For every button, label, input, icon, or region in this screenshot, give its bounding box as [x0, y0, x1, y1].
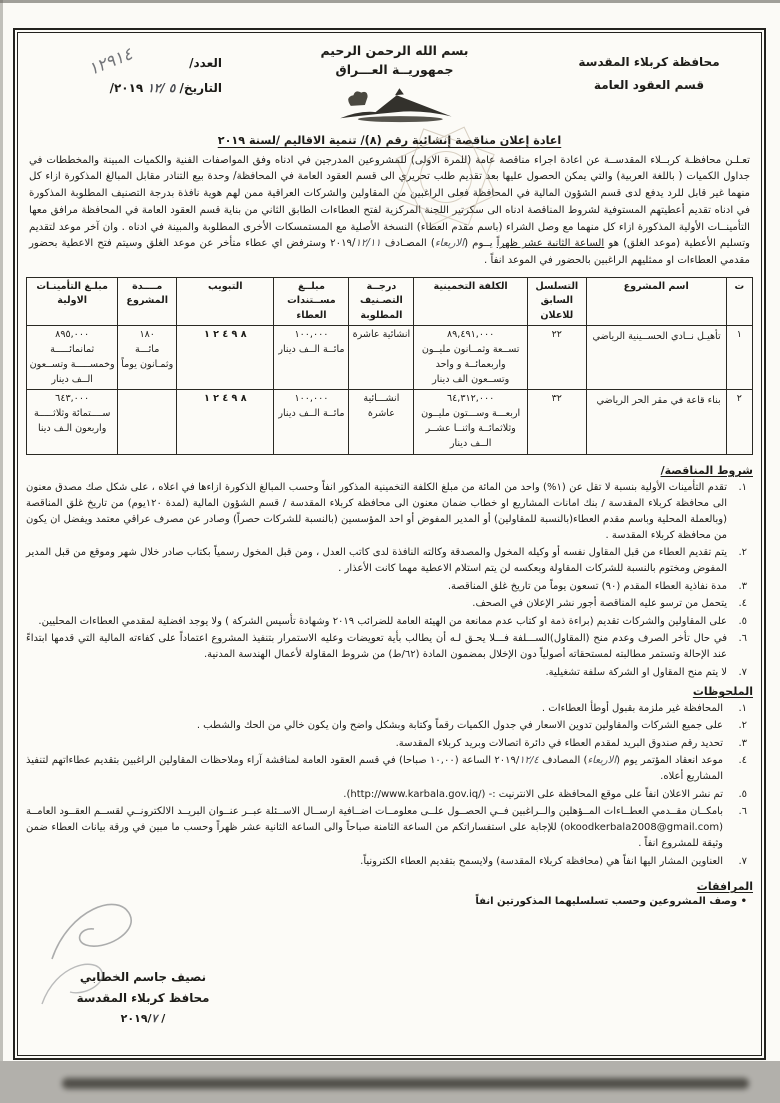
note-item-1 — [26, 701, 753, 717]
row1-docs-number: ١٠٠,٠٠٠ — [294, 328, 329, 340]
note-item-5 — [26, 787, 753, 803]
condition-6-text: في حال تأخر الصرف وعدم منح (المقاول)الســـلفة فـــلا يحـق لـه أن يطالب بأية تعويضات وعليه الاستمرار بتنفيذ المشروع اعتماداً على كفاءته المالية التي قدمها ابتداءً عند الإحالة وتستمر مطالبته لمستحقاته أصولياً دون الإخلال بمضمون المادة (٦٢/ط) من شروط المقاولة لأعمال الهندسة المدنية. — [26, 633, 727, 661]
note-4-text-2: ) المصادف — [542, 755, 588, 767]
conditions-heading: شروط المناقصة/ — [660, 463, 753, 477]
issuing-authority — [549, 51, 749, 97]
note-3-text: تحديد رقم صندوق البريد لمقدم العطاء في دائرة اتصالات وبريد كربلاء المقدسة. — [395, 737, 723, 749]
row1-previous-serial: ٢٢ — [527, 325, 586, 389]
row1-duration-number: ١٨٠ — [139, 328, 155, 340]
row2-project-duration — [118, 390, 177, 454]
condition-3-number: ٣. — [738, 580, 747, 592]
row1-initial-bond — [27, 325, 118, 389]
doc-date-handwritten-day-month: ٥ /١٢ — [147, 81, 176, 96]
country-name: جمهوريــة العـــراق — [335, 62, 454, 78]
conditions-list — [26, 480, 753, 681]
col-header-project-duration: مــــدة المشروع — [118, 277, 177, 325]
condition-item-5 — [26, 614, 753, 630]
condition-4-text: يتحمل من ترسو عليه المناقصة أجور نشر الإعلان في الصحف. — [472, 598, 727, 610]
document-content-area — [17, 32, 762, 1056]
governorate-website-url: (http://www.karbala.gov.iq/) — [346, 788, 486, 800]
note-1-number: ١. — [738, 702, 747, 714]
note-item-3 — [26, 736, 753, 752]
note-2-text: على جميع الشركات والمقاولين تدوين الاسعار في جدول الكميات رقماً وكتابة وبشكل واضح وان يكون خالي من الحك والشطب . — [196, 720, 723, 732]
signature-date-handwritten: ٧ — [151, 1012, 158, 1026]
governor-signature-block — [48, 967, 238, 1029]
doc-date-printed-year: /٢٠١٩ — [109, 81, 144, 96]
condition-item-7 — [26, 665, 753, 681]
closing-day-handwritten: الاربعاء — [434, 238, 465, 250]
condition-3-text: مدة نفاذية العطاء المقدم (٩٠) تسعون يوماً من تاريخ غلق المناقصة. — [447, 580, 727, 592]
col-header-no: ت — [726, 277, 752, 325]
condition-1-number: ١. — [738, 481, 747, 493]
note-5-period: . — [343, 788, 347, 800]
row2-initial-bond — [27, 390, 118, 454]
conference-date-day-month-handwritten: ١٢/٤ — [519, 755, 539, 767]
condition-item-6 — [26, 631, 753, 663]
projects-table — [26, 277, 753, 455]
condition-item-1 — [26, 480, 753, 544]
attachments-heading: المرافقات — [696, 879, 753, 893]
closing-date — [330, 236, 381, 253]
note-5-number: ٥. — [738, 788, 747, 800]
org-department: قسم العقود العامة — [593, 77, 705, 92]
row1-classification-code: ٨ ٩ ٤ ٢ ١ — [177, 325, 274, 389]
contracts-department-email: (okoodkerbala2008@gmail.com) — [560, 822, 723, 834]
governor-title: محافظ كربلاء المقدسة — [76, 990, 210, 1005]
note-2-number: ٢. — [738, 720, 747, 732]
bullet-icon: • — [740, 895, 747, 907]
condition-7-number: ٧. — [738, 666, 747, 678]
signature-date — [121, 1009, 166, 1029]
table-row-project-2 — [27, 390, 753, 454]
row2-classification-grade: انشـــائية عاشرة — [349, 390, 414, 454]
row1-classification-grade: انشائية عاشرة — [349, 325, 414, 389]
row1-bond-words: ثمانمائـــــة وخمســـــة وتســعون الــف دينار — [29, 343, 115, 385]
conference-date — [494, 753, 538, 769]
intro-text-3: ) المصـادف — [384, 238, 435, 250]
intro-text-2: يــوم ( — [464, 238, 493, 250]
row2-docs-number: ١٠٠,٠٠٠ — [294, 393, 329, 405]
row1-cost-words: تســعة وثمــانون مليــون واربعمائــة و واحد وتســعون الف دينار — [421, 343, 520, 385]
scan-bottom-margin — [0, 1061, 780, 1103]
condition-7-text: لا يتم منح المقاول او الشركة سلفة تشغيلية. — [545, 666, 727, 678]
pen-signature-squiggle — [34, 889, 184, 979]
row1-project-duration — [118, 325, 177, 389]
tender-intro-paragraph — [26, 153, 753, 270]
condition-2-text: يتم تقديم العطاء من قبل المقاول نفسه أو وكيله المخول والمصدقة وكالته النافذة لدى كاتب العدل ، ومن قبل المخول رسمياً بكتاب صادر خلال شهر وموقع من قبل المدير المفوض ومختوم بالنسبة للشركات المقاولة وبعكسه لن يتم استلام الاعطية مهما كانت الأعذار . — [26, 547, 727, 575]
row2-docs-words: مائــة الــف دينار — [278, 408, 345, 420]
row2-previous-serial: ٣٢ — [527, 390, 586, 454]
note-7-number: ٧. — [738, 855, 747, 867]
col-header-classification-code: التبويب — [177, 277, 274, 325]
intro-closing-time-underlined: الساعة الثانية عشر ظهراً — [496, 238, 605, 250]
row2-bond-number: ٦٤٣,٠٠٠ — [55, 393, 90, 405]
row1-bond-number: ٨٩٥,٠٠٠ — [55, 328, 90, 340]
row1-no: ١ — [726, 325, 752, 389]
intro-text-1: تعـلـن محافظـة كربــلاء المقدســة عن اعادة اجراء مناقصة عامة (للمرة الاولى) للمشروعين المدرجين في ادناه وفق المواصفات الفنية والكميات المبينة والمخططات في جداول الكميات ( باللغة العربية) والتي يمكن الحصول عليها بعد تقديم طلب تحريري الى قسم العقود العامة في المحافظة/ وحدة بيع التنادر مقابل المبالغ المذكورة ازاء كل منهما غير قابل للرد يدفع لدى قسم الشؤون المالية في المحافظة فعلى الراغبين من المقاولين والشركات العراقية ممن لهم هوية نافذة بدرجة التصنيف المطلوبة المذكورة في ادناه تقديم أعطيتهم المستوفية لشروط المناقصة ادناه الى سكرتير اللجنة المركزية لفتح العطاءات الطابق الثاني من بناية قسم العقود العامة في المحافظة مرافق معها التأمينــات الأولية المذكورة ازاء كل منهما مع وصل الشراء (باسم مقدم العطاء) النسخة الأصلية مع المستمسكات الأخرى المطلوبة والمبينة في ادناه . وان آخر موعد لتقديم وتسليم الأعطية (موعد الغلق) هو — [29, 154, 750, 250]
notes-section — [26, 685, 753, 870]
closing-date-year: ٢٠١٩/ — [330, 238, 356, 250]
doc-date-label: التاريخ/ — [179, 81, 222, 96]
intro-text-4: وسترفض اي عطاء متأخر عن موعد الغلق وسيتم فتح الاعطية بحضور مقدمي العطاءات او ممثليهم الراغبين بالحضور في الموعد انفاً . — [29, 238, 750, 267]
col-header-previous-serial: التسلسل السابق للاعلان — [527, 277, 586, 325]
condition-6-number: ٦. — [738, 633, 747, 645]
signature-date-slash: / — [157, 1012, 166, 1026]
row1-cost-number: ٨٩,٤٩١,٠٠٠ — [446, 328, 495, 340]
col-header-project-name: اسم المشروع — [586, 277, 726, 325]
scan-top-edge-artifact — [0, 0, 780, 3]
note-4-text-1: موعد انعقاد المؤتمر يوم ( — [616, 755, 723, 767]
condition-item-4 — [26, 596, 753, 612]
note-5-text: تم نشر الاعلان انفاً على موقع المحافظة على الانترنيت :- — [488, 788, 723, 800]
note-6-number: ٦. — [738, 806, 747, 818]
table-row-project-1 — [27, 325, 753, 389]
scan-shadow-band — [62, 1078, 748, 1089]
header-center-block — [265, 41, 525, 132]
document-border-frame — [13, 28, 766, 1060]
iraq-eagle-emblem-icon — [265, 82, 525, 132]
row1-estimated-cost — [414, 325, 528, 389]
note-7-text: العناوين المشار اليها انفاً هي (محافظة كربلاء المقدسة) ولايسمح بتقديم العطاء الكترونياً. — [360, 855, 723, 867]
note-item-7 — [26, 854, 753, 870]
row2-no: ٢ — [726, 390, 752, 454]
row1-project-name: تأهيـل نــادي الحســينية الرياضي — [586, 325, 726, 389]
doc-number-handwritten-value: ١٢٩١٤ — [85, 44, 136, 80]
attachment-item-text: وصف المشروعين وحسب تسلسليهما المذكورتين انفاً — [475, 895, 738, 907]
row1-bid-documents-fee — [274, 325, 349, 389]
closing-date-day-month-handwritten: ١٢/١١ — [355, 238, 381, 250]
document-header — [26, 37, 753, 132]
row2-estimated-cost — [414, 390, 528, 454]
table-header-row — [27, 277, 753, 325]
doc-number-label: العدد/ — [189, 56, 222, 70]
signature-date-year: ٢٠١٩/ — [120, 1012, 152, 1026]
conference-date-year: ٢٠١٩/ — [494, 755, 520, 767]
signature-date-line — [48, 1009, 238, 1029]
note-4-text-3: الساعة (١٠,٠٠ صباحا) في قسم العقود العامة لمناقشة آراء وملاحظات المقاولين الراغبين بتقديم عطاءاتهم لتنفيذ المشاريع أعلاه. — [26, 755, 723, 783]
row2-classification-code: ٨ ٩ ٤ ٢ ١ — [177, 390, 274, 454]
note-1-text: المحافظة غير ملزمة بقبول أوطأ العطاءات . — [541, 702, 723, 714]
row1-duration-words: مائـــة وثمـانون يوماً — [121, 343, 174, 370]
row2-cost-number: ٦٤,٣١٢,٠٠٠ — [446, 393, 495, 405]
note-item-4 — [26, 753, 753, 785]
note-item-2 — [26, 718, 753, 734]
condition-2-number: ٢. — [738, 547, 747, 559]
announcement-title-text: اعادة إعلان مناقصة إنشائية رقم (٨)/ تنمية الاقاليم /لسنة ٢٠١٩ — [217, 133, 562, 147]
row1-docs-words: مائــة الــف دينار — [278, 343, 345, 355]
scan-left-edge-artifact — [0, 0, 3, 1103]
col-header-estimated-cost: الكلفة التخمينية — [414, 277, 528, 325]
doc-date-line — [30, 76, 222, 101]
col-header-bid-documents-fee: مبلــغ مســتندات العطاء — [274, 277, 349, 325]
condition-item-3 — [26, 579, 753, 595]
condition-5-text: على المقاولين والشركات تقديم (براءة ذمة او كتاب عدم ممانعة من الهيئة العامة للضرائب ٢٠١٩ وشهادة تأسيس الشركة ) ولا يوجد افضلية لمقدمي العطاءات المحليين. — [38, 615, 727, 627]
note-item-6 — [26, 804, 753, 852]
note-4-number: ٤. — [738, 755, 747, 767]
condition-item-2 — [26, 545, 753, 577]
note-3-number: ٣. — [738, 737, 747, 749]
doc-number-date-block — [30, 44, 240, 101]
note-6-text-1: بامكــان مقــدمي العطــاءات المــؤهلين والــراغبين فــي الحصــول علــى معلومــات اضــافية ارســال الاســئلة عبــر عنــوان البريــد الالكترونــي لقســم العقــود العامــة — [26, 806, 723, 818]
notes-heading: الملحوظات — [692, 684, 753, 698]
announcement-title — [26, 134, 753, 147]
condition-1-text: تقدم التأمينات الأولية بنسبة لا تقل عن (١%) واحد من المائة من مبلغ الكلفة التخمينية المذكور انفاً وحسب المبالغ الذكورة ازاءها في اعلاه ، على شكل صك مصدق معنون الى محافظة كربلاء المقدسة / بنك امانات المشاريع او خطاب ضمان معنون الى محافظة كربلاء المقدسة / قسم الشؤون المالية (لمدة ١٢٠يوم) من تاريخ غلق المناقصة (وبالعملة المحلية وباسم مقدم العطاء(بالنسبة للمقاولين) أو المدير المفوض أو احد المؤسسين (بالنسبة للشركات حصراً) وصادر عن مصرف عراقي معتمد ويفضل ان يكون من محافظة كربلاء المقدسة . — [26, 481, 727, 541]
col-header-initial-bond: مبلـغ التأمينـات الاولية — [27, 277, 118, 325]
row2-project-name: بناء قاعة في مقر الحر الرياضي — [586, 390, 726, 454]
condition-4-number: ٤. — [738, 598, 747, 610]
doc-number-line — [30, 44, 222, 80]
condition-5-number: ٥. — [738, 615, 747, 627]
row2-cost-words: اربعـــة وســـتون مليــون وثلاثمائــة واثنــا عشــر الــف دينار — [421, 408, 521, 449]
org-name: محافظة كربلاء المقدسة — [578, 55, 720, 69]
governor-name: نصيف جاسم الخطابي — [79, 969, 207, 984]
row2-bid-documents-fee — [274, 390, 349, 454]
row2-bond-words: ســــتمائة وثلاثـــــة واربعون الـف دينا — [33, 408, 111, 435]
col-header-classification-grade: درجــة التصـنيف المطلوبة — [349, 277, 414, 325]
note-6-text-2: للإجابة على استفساراتكم من الساعة الثامنة صباحاً والى الساعة الثانية عشر ظهراً وحسب ما مبين في ورقة بيانات العطاء ضمن وثيقة للمشروع انفاً . — [26, 822, 723, 850]
basmala-text: بسم الله الرحمن الرحيم — [320, 43, 469, 58]
conference-day-handwritten: الاربعاء — [587, 755, 617, 767]
